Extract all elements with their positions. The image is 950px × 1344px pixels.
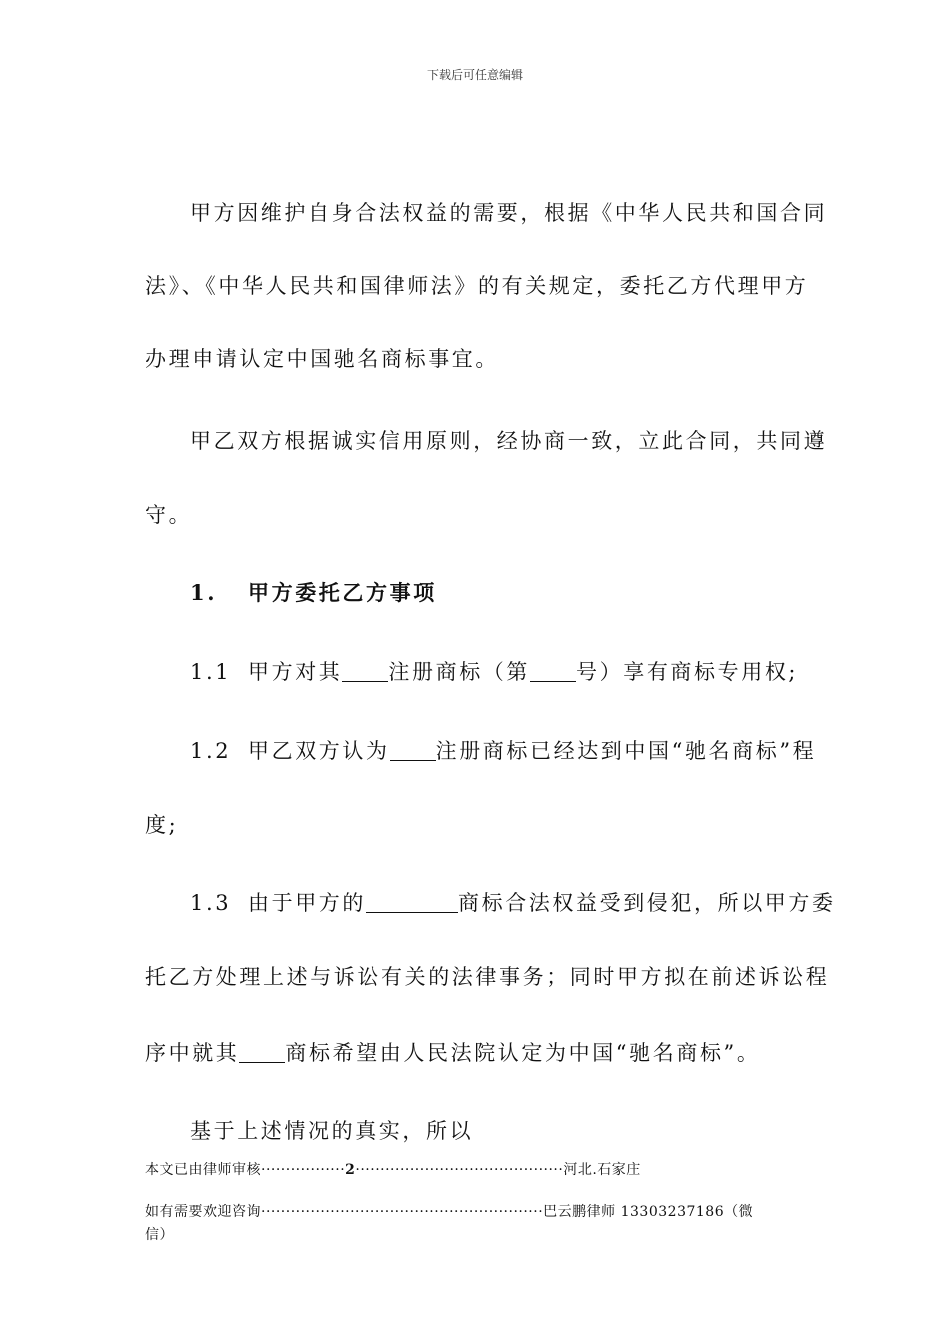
item-1-2-number: 1.2 bbox=[190, 739, 232, 763]
footer-dots: ························································· bbox=[261, 1204, 544, 1220]
item-1-3-number: 1.3 bbox=[190, 891, 232, 915]
paragraph-1-line-1: 甲方因维护自身合法权益的需要，根据《中华人民共和国合同 bbox=[190, 201, 828, 225]
footer-line-3: 信） bbox=[145, 1227, 174, 1243]
item-1-2-text-a: 甲乙双方认为 bbox=[248, 739, 390, 763]
section-1-title: 甲方委托乙方事项 bbox=[248, 580, 437, 605]
paragraph-1-line-2: 法》、《中华人民共和国律师法》的有关规定，委托乙方代理甲方 bbox=[145, 274, 809, 298]
blank-trademark-name bbox=[390, 740, 436, 761]
closing-text: 基于上述情况的真实，所以 bbox=[190, 1119, 474, 1143]
item-1-3-text-d: 商标希望由人民法院认定为中国“驰名商标”。 bbox=[285, 1041, 761, 1065]
blank-registration-number bbox=[530, 661, 576, 682]
footer-line-1 bbox=[145, 1159, 805, 1181]
item-1-3-text-a: 由于甲方的 bbox=[248, 891, 366, 915]
item-1-3-text-c: 序中就其 bbox=[145, 1041, 240, 1065]
paragraph-2-line-1: 甲乙双方根据诚实信用原则，经协商一致，立此合同，共同遵 bbox=[190, 429, 828, 453]
footer-line-2 bbox=[145, 1201, 805, 1223]
page-number: 2 bbox=[345, 1162, 356, 1178]
footer-contact: 巴云鹏律师 13303237186（微 bbox=[543, 1204, 754, 1220]
item-1-3-text-b: 商标合法权益受到侵犯，所以甲方委 bbox=[458, 891, 836, 915]
item-1-3-line-2: 托乙方处理上述与诉讼有关的法律事务；同时甲方拟在前述诉讼程 bbox=[145, 965, 830, 989]
item-1-3 bbox=[190, 890, 852, 916]
footer-consult-text: 如有需要欢迎咨询 bbox=[145, 1204, 261, 1220]
blank-trademark-name bbox=[342, 661, 388, 682]
blank-trademark-name bbox=[239, 1042, 285, 1063]
paragraph-2-line-2: 守。 bbox=[145, 503, 193, 527]
footer-reviewed-text: 本文已由律师审核 bbox=[145, 1162, 261, 1178]
item-1-1-number: 1.1 bbox=[190, 660, 232, 684]
section-1-number: 1. bbox=[190, 580, 218, 605]
footer-dots: ·········································· bbox=[355, 1162, 564, 1178]
item-1-1-text-c: 号）享有商标专用权; bbox=[576, 660, 799, 684]
footer-location: 河北.石家庄 bbox=[563, 1162, 641, 1178]
item-1-3-line-3 bbox=[145, 1040, 807, 1066]
paragraph-1-line-3: 办理申请认定中国驰名商标事宜。 bbox=[145, 347, 499, 371]
section-1-heading bbox=[190, 580, 852, 606]
item-1-1-text-b: 注册商标（第 bbox=[388, 660, 531, 684]
footer-dots: ················· bbox=[261, 1162, 346, 1178]
page-header: 下载后可任意编辑 bbox=[426, 68, 523, 82]
item-1-1-text-a: 甲方对其 bbox=[248, 660, 343, 684]
item-1-1 bbox=[190, 659, 852, 685]
item-1-2 bbox=[190, 738, 852, 764]
item-1-2-text-b: 注册商标已经达到中国“驰名商标”程 bbox=[435, 739, 817, 763]
blank-trademark-name bbox=[366, 892, 458, 913]
item-1-2-line-2: 度; bbox=[145, 813, 179, 837]
